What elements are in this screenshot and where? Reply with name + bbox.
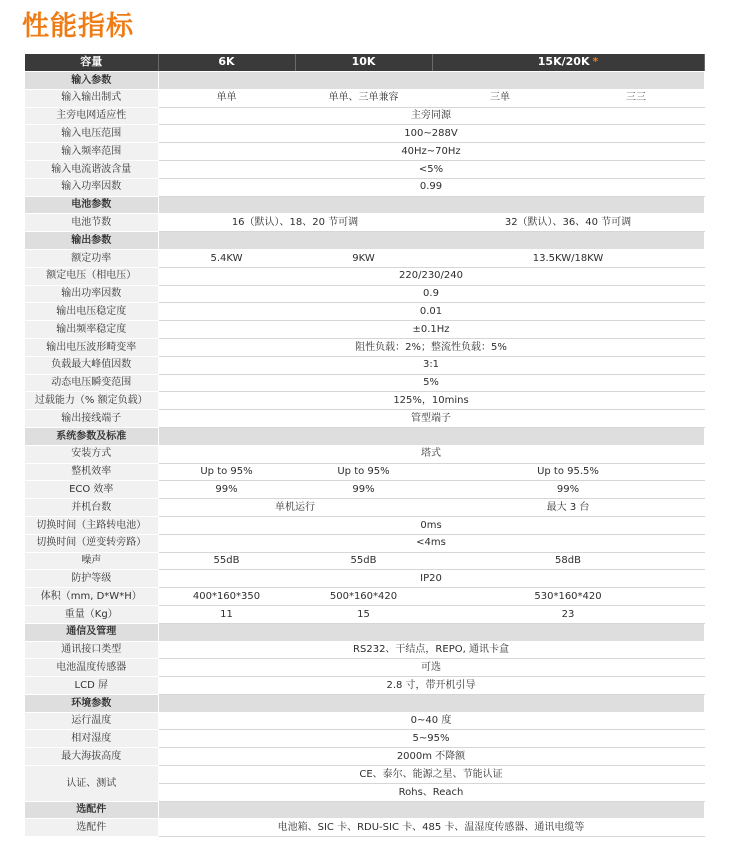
table-row: 输入电压范围 100~288V (25, 125, 704, 143)
section-row (25, 72, 704, 90)
section-options: 选配件 (25, 801, 158, 819)
table-row: 相对湿度 5~95% (25, 730, 704, 748)
table-row: 重量（Kg） 11 15 23 (25, 605, 704, 623)
table-row: 负载最大峰值因数 3:1 (25, 356, 704, 374)
table-row: 额定电压（相电压） 220/230/240 (25, 267, 704, 285)
table-row: 防护等级 IP20 (25, 570, 704, 588)
table-row: 电池节数 16（默认）、18、20 节可调 32（默认）、36、40 节可调 (25, 214, 704, 232)
star-mark: * (592, 55, 599, 69)
spec-table (25, 54, 705, 837)
table-row: 输出电压波形畸变率 阻性负载：2%；整流性负载：5% (25, 338, 704, 356)
header-capacity: 容量 (25, 54, 158, 72)
section-input: 输入参数 (25, 72, 158, 90)
table-row: 切换时间（主路转电池） 0ms (25, 516, 704, 534)
section-env: 环境参数 (25, 694, 158, 712)
table-row: 最大海拔高度 2000m 不降额 (25, 748, 704, 766)
table-row: 输入频率范围 40Hz~70Hz (25, 143, 704, 161)
table-row: 并机台数 单机运行 最大 3 台 (25, 499, 704, 517)
section-output: 输出参数 (25, 232, 158, 250)
table-row: 体积（mm, D*W*H） 400*160*350 500*160*420 530*160*420 (25, 588, 704, 606)
table-row: 输出电压稳定度 0.01 (25, 303, 704, 321)
table-row: 切换时间（逆变转旁路） <4ms (25, 534, 704, 552)
section-system: 系统参数及标准 (25, 427, 158, 445)
table-row: 安装方式 塔式 (25, 445, 704, 463)
table-row: 输入输出制式 单单 单单、三单兼容 三单 三三 (25, 89, 704, 107)
section-row (25, 427, 704, 445)
table-row: 过载能力（% 额定负载） 125%，10mins (25, 392, 704, 410)
header-10k: 10K (295, 54, 432, 72)
table-row: 输入功率因数 0.99 (25, 178, 704, 196)
page-title: 性能指标 (22, 11, 134, 42)
header-6k: 6K (158, 54, 295, 72)
table-row: 输出功率因数 0.9 (25, 285, 704, 303)
table-row: 输入电流谐波含量 <5% (25, 160, 704, 178)
section-comm: 通信及管理 (25, 623, 158, 641)
header-15k: 15K/20K * (432, 54, 704, 72)
section-row (25, 801, 704, 819)
table-row: 动态电压瞬变范围 5% (25, 374, 704, 392)
table-row: ECO 效率 99% 99% 99% (25, 481, 704, 499)
table-row: 选配件 电池箱、SIC 卡、RDU-SIC 卡、485 卡、温湿度传感器、通讯电缆等 (25, 819, 704, 837)
table-row: Rohs、Reach (25, 783, 704, 801)
table-row: 输出频率稳定度 ±0.1Hz (25, 321, 704, 339)
section-row (25, 196, 704, 214)
section-row (25, 623, 704, 641)
section-row (25, 694, 704, 712)
section-row (25, 232, 704, 250)
table-row: 运行温度 0~40 度 (25, 712, 704, 730)
table-row: 输出接线端子 管型端子 (25, 410, 704, 428)
table-row: 整机效率 Up to 95% Up to 95% Up to 95.5% (25, 463, 704, 481)
header-row (25, 54, 704, 72)
table-row: 主旁电网适应性 主旁同源 (25, 107, 704, 125)
section-battery: 电池参数 (25, 196, 158, 214)
table-row: 认证、测试 CE、泰尔、能源之星、节能认证 (25, 766, 704, 784)
table-row: 额定功率 5.4KW 9KW 13.5KW/18KW (25, 249, 704, 267)
table-row: 噪声 55dB 55dB 58dB (25, 552, 704, 570)
table-row: 通讯接口类型 RS232、干结点，REPO, 通讯卡盒 (25, 641, 704, 659)
table-row: 电池温度传感器 可选 (25, 659, 704, 677)
table-row: LCD 屏 2.8 寸，带开机引导 (25, 677, 704, 695)
